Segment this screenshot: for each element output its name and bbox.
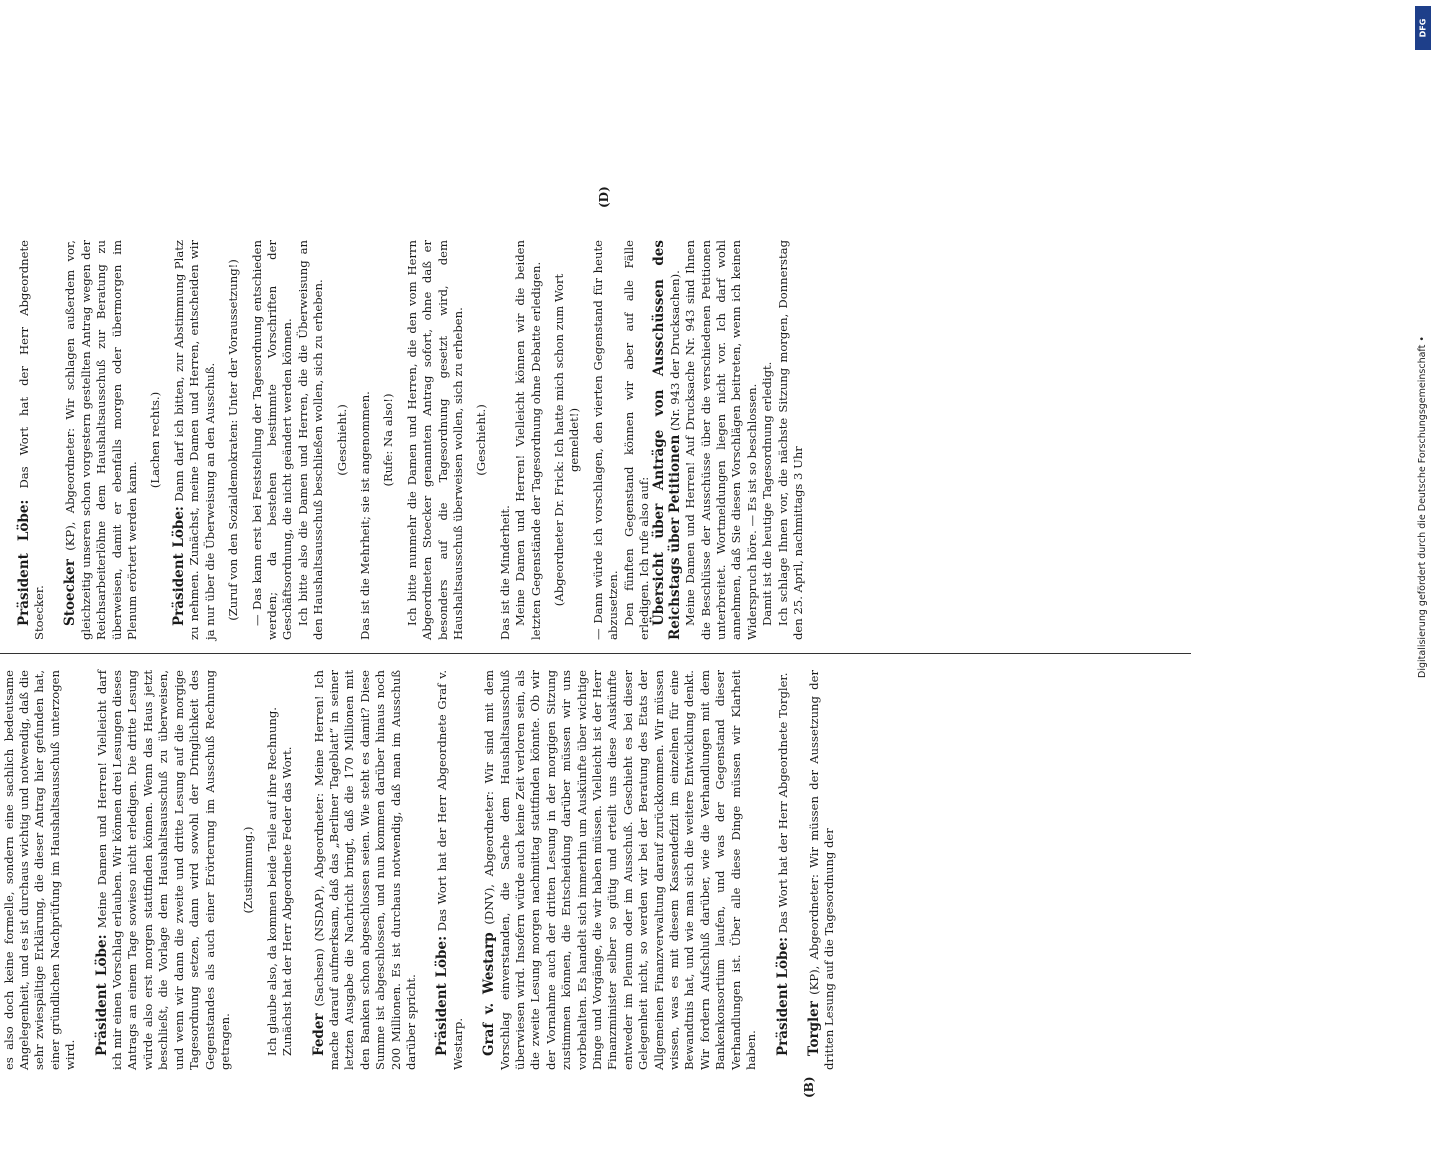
speaker-name: Stoecker xyxy=(62,559,79,626)
speaker-name: Feder xyxy=(310,1013,327,1056)
paragraph: — Das kann erst bei Feststellung der Tagesordnung entschieden werden; da bestehen bestimmte Vorschriften der Geschäftsordnung, die nicht geändert werden können. xyxy=(249,240,295,640)
agenda-item: Übersicht über Anträge von Ausschüssen des Reichstags über Petitionen (Nr. 943 der Drucksachen). xyxy=(651,240,683,640)
paragraph: Präsident Löbe: Dann darf ich bitten, zur Abstimmung Platz zu nehmen. Zunächst, meine Damen und Herren, entscheiden wir ja nur über die Überweisung an den Ausschuß. xyxy=(170,240,217,640)
paragraph: Feder (Sachsen) (NSDAP), Abgeordneter: Meine Herren! Ich mache darauf aufmerksam, daß das „Berliner Tageblatt“ in seiner letzten Ausgabe die Nachricht bringt, daß die 170 Millionen mit den Banken schon abgeschlossen seien. Wie steht es damit? Diese Summe ist abgeschlossen, und nun kommen darüber hinaus noch 200 Millionen. Es ist durchaus notwendig, daß man im Ausschuß darüber spricht. xyxy=(310,670,418,1070)
paragraph: Ich bitte nunmehr die Damen und Herren, die den vom Herrn Abgeordneten Stoecker genannten Antrag sofort, ohne daß er besonders auf die Tagesordnung gesetzt wird, dem Haushaltsausschuß überweisen wollen, sich zu erheben. xyxy=(404,240,465,640)
speaker-name: Graf v. Westarp xyxy=(481,932,498,1056)
dfg-logo xyxy=(1415,6,1431,50)
paragraph: Stoecker (KP), Abgeordneter: Wir schlagen außerdem vor, gleichzeitig unseren schon vorgestern gestellten Antrag wegen der Reichsarbeiterlöhne dem Haushaltsausschuß zur Beratung zu überweisen, damit er ebenfalls morgen oder übermorgen im Plenum erörtert werden kann. xyxy=(62,240,140,640)
paragraph: Meine Damen und Herren! Vielleicht können wir die beiden letzten Gegenstände der Tagesordnung ohne Debatte erledigen. xyxy=(513,240,543,640)
interjection: (Rufe: Na also!) xyxy=(381,393,396,487)
speaker-name: Torgler xyxy=(805,1001,822,1056)
digitization-credit xyxy=(1416,8,1430,992)
paragraph: Ich glaube also, da kommen beide Teile auf ihre Rechnung. xyxy=(264,707,279,1056)
interjection: (Lachen rechts.) xyxy=(148,391,163,489)
paragraph: Zunächst hat der Herr Abgeordnete Feder das Wort. xyxy=(280,746,295,1056)
paragraph: Präsident Löbe: Meine Damen und Herren! Vielleicht darf ich mir einen Vorschlag erlauben. Wir können drei Lesungen dieses Antrags an einem Tage sowieso nicht erledigen. Die dritte Lesung würde also erst morgen stattfinden können. Wenn das Haus jetzt beschließt, die Vorlage dem Haushaltsausschuß zu überweisen, und wenn wir dann die zweite und dritte Lesung auf die morgige Tagesordnung setzen, dann wird sowohl der Dringlichkeit des Gegenstandes als auch einer Erörterung im Ausschuß Rechnung getragen. xyxy=(93,670,232,1070)
paragraph: Präsident Löbe: Das Wort hat der Herr Abgeordnete Graf v. Westarp. xyxy=(434,669,465,1070)
dfg-logo-text: DFG xyxy=(1418,18,1428,38)
document-page xyxy=(0,160,1217,1160)
paragraph xyxy=(0,240,1,640)
column-divider xyxy=(0,653,1191,654)
right-column xyxy=(0,240,807,640)
paragraph: — Dann würde ich vorschlagen, den vierten Gegenstand für heute abzusetzen. xyxy=(590,240,621,640)
paragraph: es also doch keine formelle, sondern eine sachlich bedeutsame Angelegenheit, und es ist durchaus wichtig und notwendig, daß die sehr zwiespältige Erklärung, die dieser Antrag hier gefunden hat, einer gründlichen Nachprüfung im Haushaltsausschuß unterzogen wird. xyxy=(1,670,78,1070)
interjection: (Geschieht.) xyxy=(334,404,349,476)
speaker-name: Präsident Löbe: xyxy=(93,934,110,1056)
paragraph: Graf v. Westarp (DNV), Abgeordneter: Wir sind mit dem Vorschlag einverstanden, die Sache dem Haushaltsausschuß überwiesen wird. Insofern würde auch keine Zeit verloren sein, als die zweite Lesung morgen nachmittag stattfinden könnte. Ob wir der Vornahme auch der dritten Lesung in der morgigen Sitzung zustimmen können, die Entscheidung darüber müssen wir uns vorbehalten. Es handelt sich immerhin um Auskünfte über wichtige Dinge und Vorgänge, die wir haben müssen. Vielleicht ist der Herr Finanzminister selber so gütig und erteilt uns diese Auskünfte entweder im Plenum oder im Ausschuß. Geschieht es bei dieser Gelegenheit nicht, so werden wir bei der Beratung des Etats der Allgemeinen Finanzverwaltung darauf zurückkommen. Wir müssen wissen, was es mit diesem Kassendefizit im einzelnen für eine Bewandtnis hat, und wie man sich die weitere Entwicklung denkt. Wir fordern Aufschluß darüber, wie die Verhandlungen mit dem Bankenkonsortium laufen, und was der Gegenstand dieser Verhandlungen ist. Über alle diese Dinge müssen wir Klarheit haben. xyxy=(481,670,759,1070)
paragraph: Damit ist die heutige Tagesordnung erledigt. xyxy=(760,361,775,626)
paragraph: Den fünften Gegenstand können wir aber auf alle Fälle erledigen. Ich rufe also auf: xyxy=(621,240,652,640)
left-column xyxy=(0,670,838,1070)
paragraph: Ich bitte also die Damen und Herren, die die Überweisung an den Haushaltsausschuß beschließen wollen, sich zu erheben. xyxy=(295,240,326,640)
speaker-name: Präsident Löbe: xyxy=(774,936,791,1056)
margin-marker-b: (B) xyxy=(802,1076,816,1098)
paragraph: Das ist die Mehrheit; sie ist angenommen. xyxy=(357,391,372,640)
interjection: (Abgeordneter Dr. Frick: Ich hatte mich schon zum Wort gemeldet!) xyxy=(552,273,582,607)
interjection: (Zustimmung.) xyxy=(241,826,256,914)
agenda-item-title: Übersicht über Anträge von Ausschüssen des Reichstags über Petitionen xyxy=(651,240,683,640)
margin-marker-d: (D) xyxy=(597,186,611,208)
paragraph: Meine Damen und Herren! Auf Drucksache Nr. 943 sind Ihnen die Beschlüsse der Ausschüsse über die verschiedenen Petitionen unterbreitet. Wortmeldungen liegen nicht vor. Ich darf wohl annehmen, daß Sie diesen Vorschlägen beitreten, wenn ich keinen Widerspruch höre. — Es ist so beschlossen. xyxy=(683,240,759,640)
speaker-name: Präsident Löbe: xyxy=(15,499,32,626)
paragraph: Präsident Löbe: Das Wort hat der Herr Abgeordnete Torgler. xyxy=(774,672,791,1056)
paragraph: Das ist die Minderheit. xyxy=(497,505,512,640)
interjection: (Geschieht.) xyxy=(474,404,489,476)
paragraph: Ich schlage Ihnen vor, die nächste Sitzung morgen, Donnerstag den 25. April, nachmittags 3 Uhr xyxy=(775,240,806,640)
speaker-name: Präsident Löbe: xyxy=(170,506,187,626)
paragraph: Präsident Löbe: Das Wort hat der Herr Abgeordnete Stoecker. xyxy=(15,240,47,640)
interjection: (Zuruf von den Sozialdemokraten: Unter der Voraussetzung!) xyxy=(226,259,241,621)
speaker-name: Präsident Löbe: xyxy=(434,935,451,1056)
paragraph: Torgler (KP), Abgeordneter: Wir müssen der Aussetzung der dritten Lesung auf die Tagesordnung der xyxy=(805,670,837,1070)
credit-text: Digitalisierung gefördert durch die Deutsche Forschungsgemeinschaft • xyxy=(1417,336,1428,678)
